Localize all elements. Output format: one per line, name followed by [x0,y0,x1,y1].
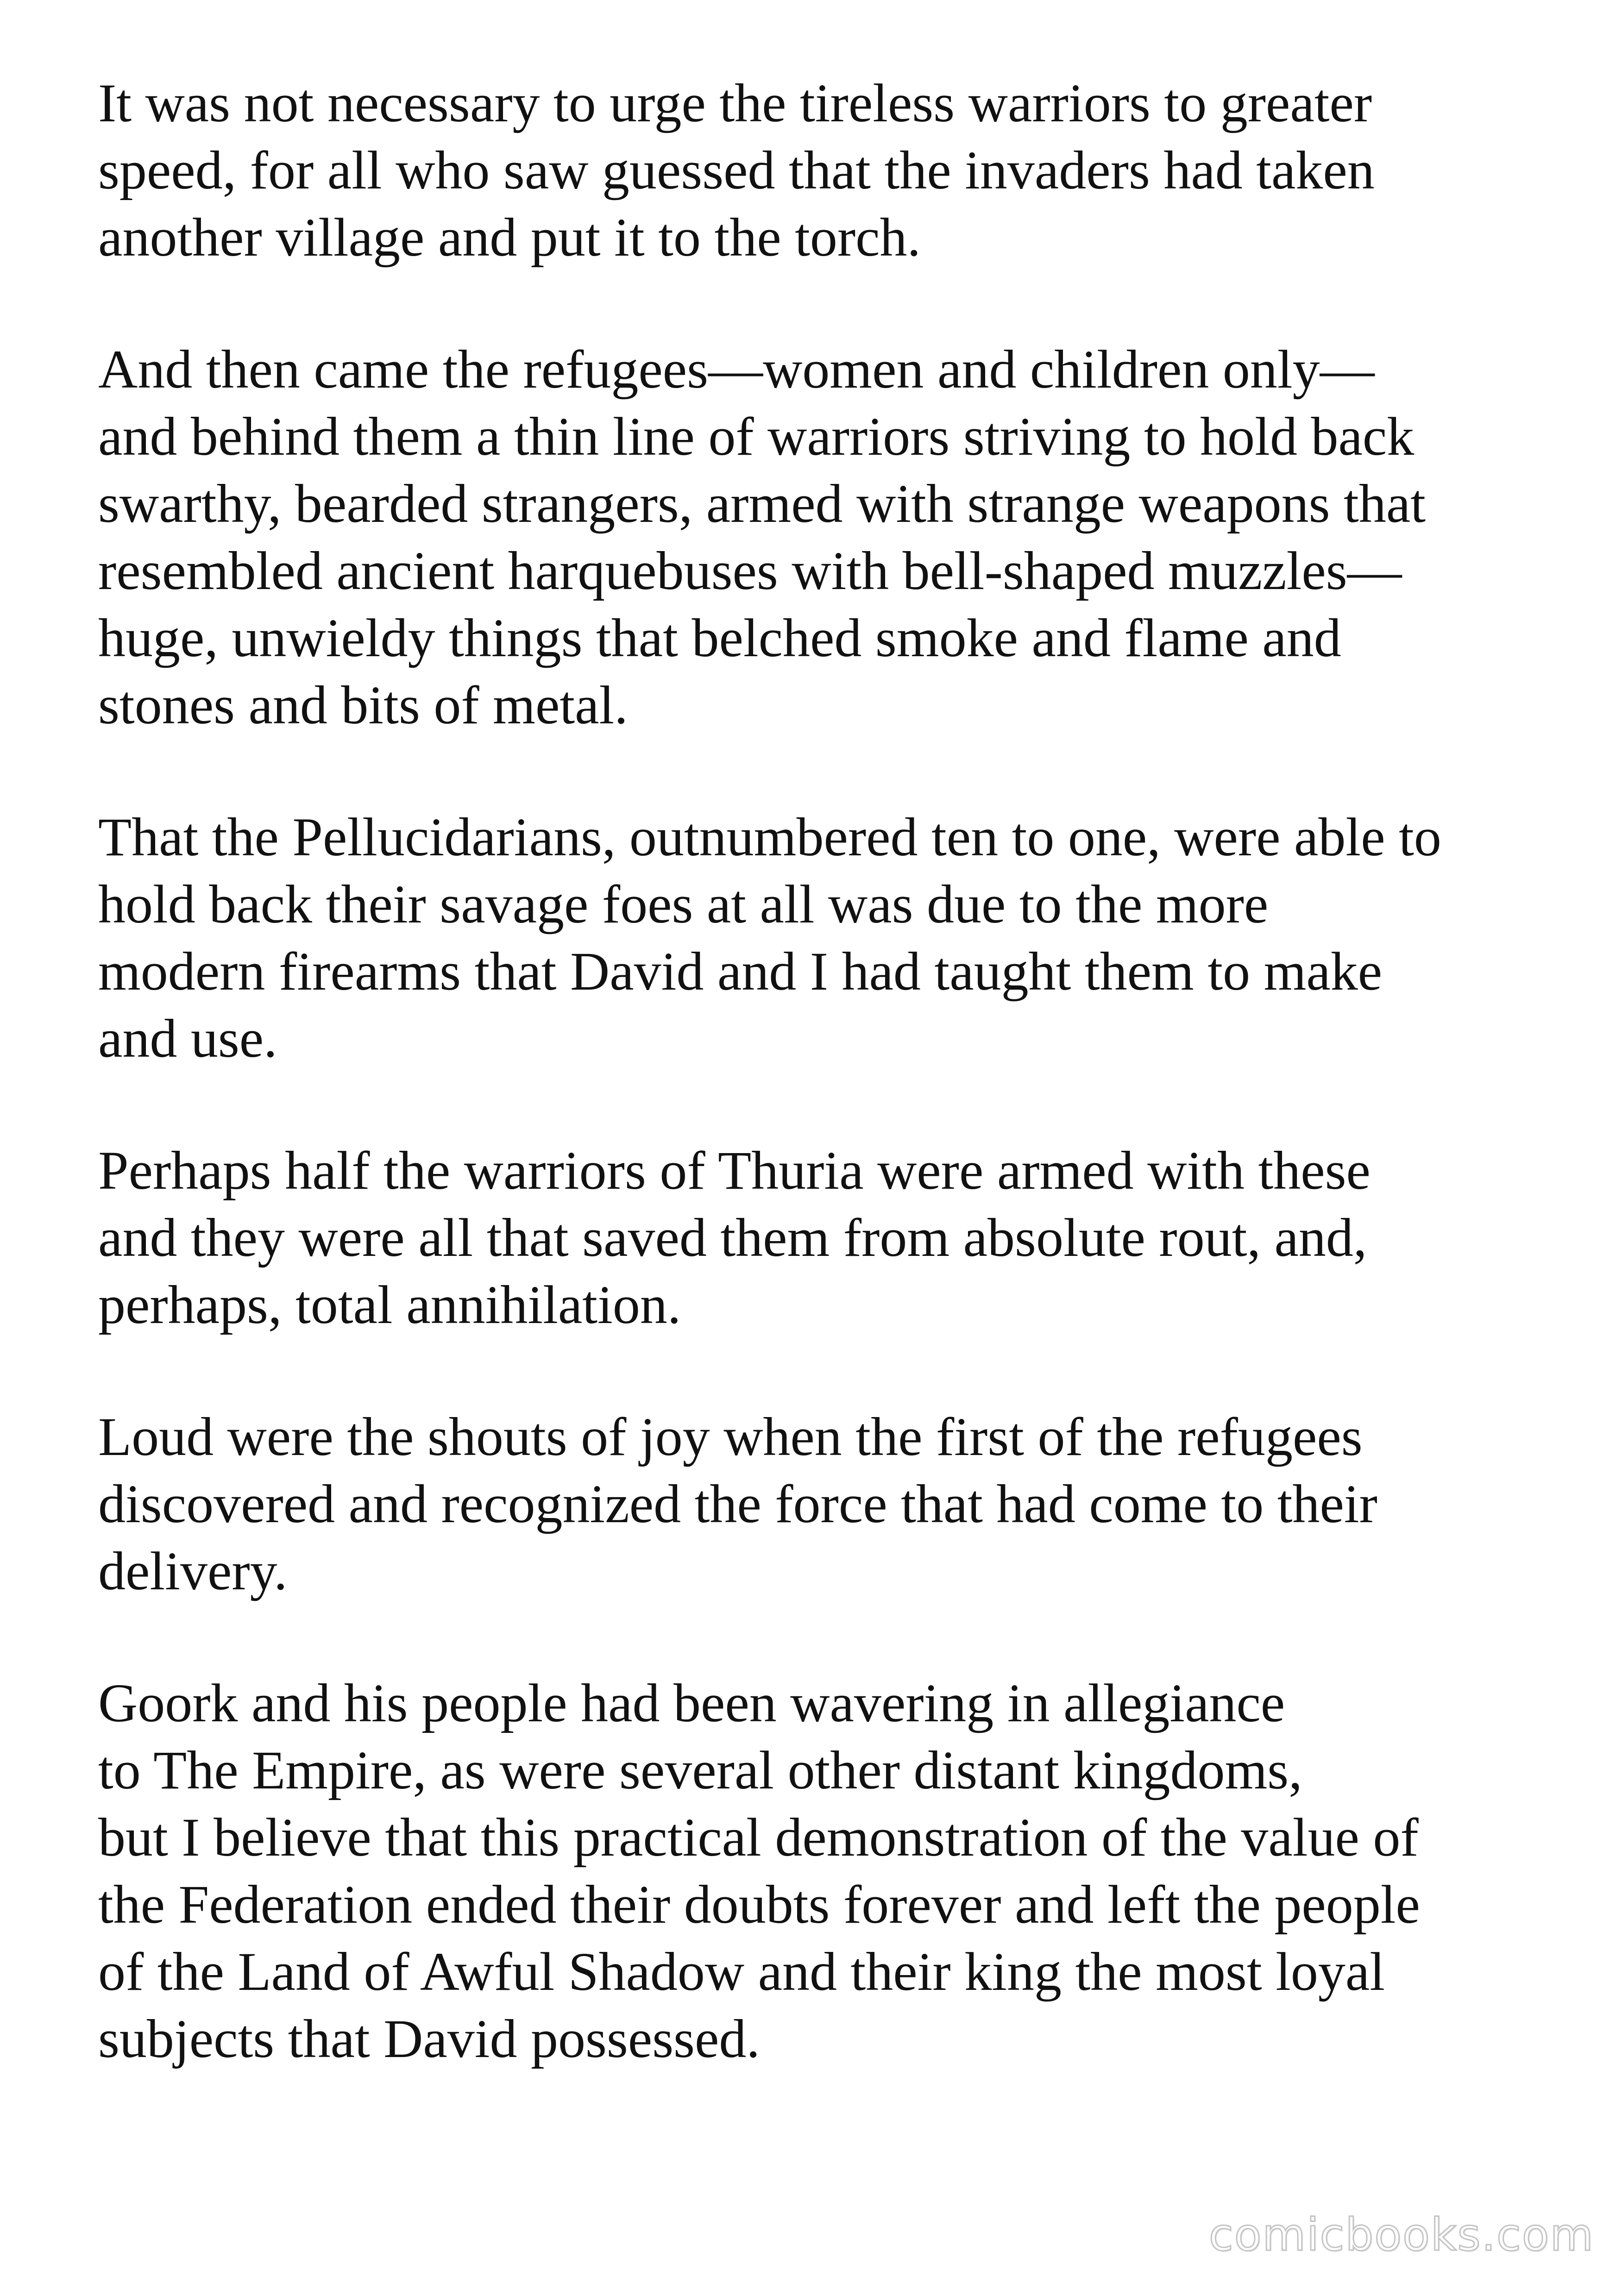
text-line: Loud were the shouts of joy when the first of the refugees [98,1406,1363,1467]
text-line: and use. [98,1008,277,1069]
text-line: And then came the refugees—women and children only— [98,339,1375,400]
text-line: perhaps, total annihilation. [98,1274,681,1335]
text-line: hold back their savage foes at all was due to the more [98,874,1269,935]
text-line: It was not necessary to urge the tireless warriors to greater [98,73,1372,133]
text-line: discovered and recognized the force that had come to their [98,1474,1377,1534]
paragraph-1 [98,69,1557,271]
text-line: resembled ancient harquebuses with bell-shaped muzzles— [98,540,1402,601]
paragraph-5 [98,1403,1557,1605]
text-line: to The Empire, as were several other distant kingdoms, [98,1740,1302,1800]
text-line: but I believe that this practical demonstration of the value of [98,1807,1419,1868]
text-line: and they were all that saved them from absolute rout, and, [98,1207,1367,1268]
text-line: Goork and his people had been wavering in allegiance [98,1673,1285,1733]
paragraph-6 [98,1669,1557,2072]
paragraph-4 [98,1137,1557,1338]
text-column [98,69,1557,2137]
text-line: subjects that David possessed. [98,2008,760,2069]
text-line: modern firearms that David and I had taught them to make [98,941,1383,1002]
text-line: delivery. [98,1541,288,1601]
text-line: and behind them a thin line of warriors striving to hold back [98,406,1415,467]
paragraph-2 [98,336,1557,739]
text-line: Perhaps half the warriors of Thuria were armed with these [98,1140,1371,1201]
text-line: That the Pellucidarians, outnumbered ten to one, were able to [98,807,1441,867]
text-line: speed, for all who saw guessed that the invaders had taken [98,140,1375,201]
text-line: huge, unwieldy things that belched smoke and flame and [98,608,1341,668]
watermark: comicbooks.com [1208,2209,1594,2261]
text-line: another village and put it to the torch. [98,207,921,268]
text-line: stones and bits of metal. [98,675,628,735]
text-line: of the Land of Awful Shadow and their king the most loyal [98,1941,1385,2002]
paragraph-3 [98,803,1557,1072]
text-line: swarthy, bearded strangers, armed with strange weapons that [98,473,1426,534]
text-line: the Federation ended their doubts forever and left the people [98,1874,1420,1935]
